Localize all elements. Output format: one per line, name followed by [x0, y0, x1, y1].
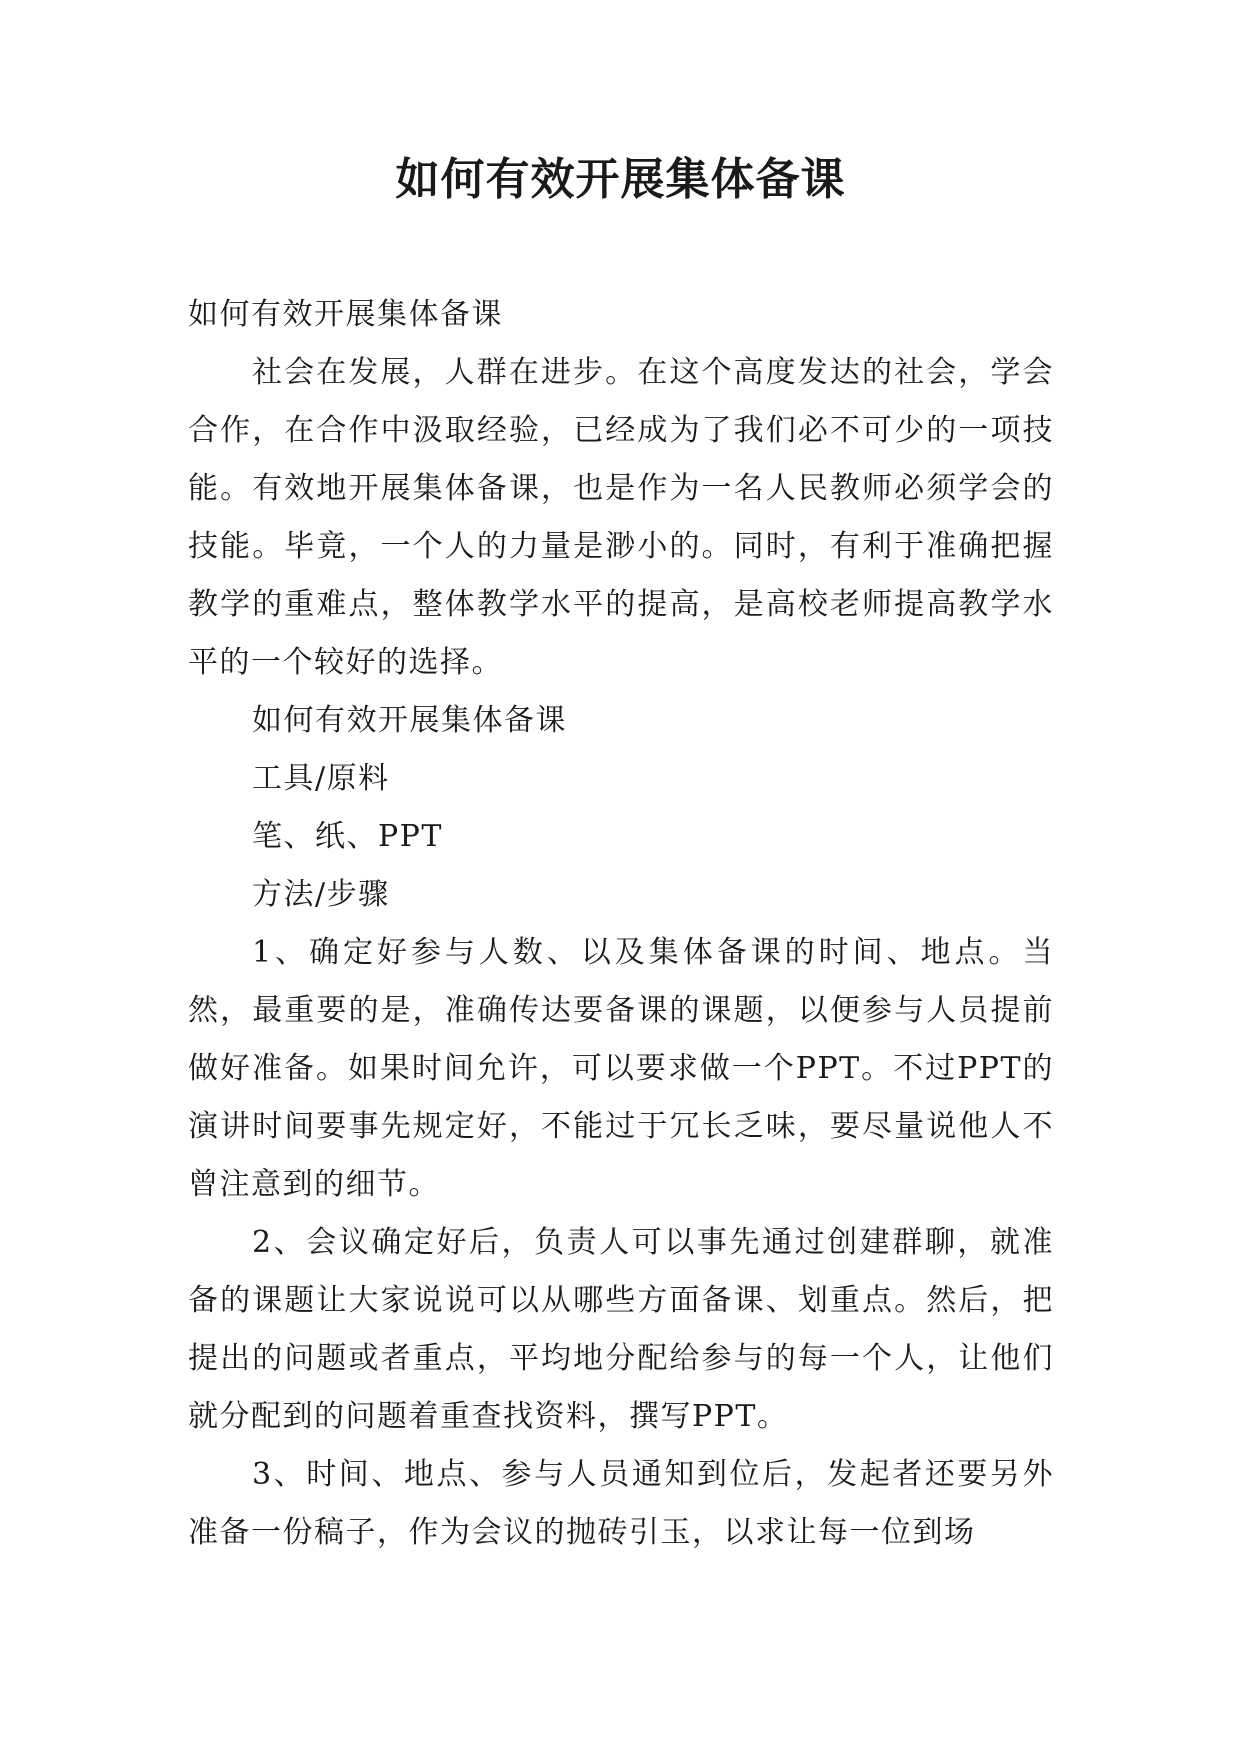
paragraph-subtitle: 如何有效开展集体备课 — [188, 297, 503, 332]
paragraph-step-1: 1、确定好参与人数、以及集体备课的时间、地点。当然，最重要的是，准确传达要备课的课题，以便参与人员提前做好准备。如果时间允许，可以要求做一个PPT。不过PPT的演讲时间要事先规定好，不能过于冗长乏味，要尽量说他人不曾注意到的细节。 — [188, 935, 1054, 1202]
paragraph-tools: 笔、纸、PPT — [252, 819, 443, 854]
paragraph-intro: 社会在发展，人群在进步。在这个高度发达的社会，学会合作，在合作中汲取经验，已经成为了我们必不可少的一项技能。有效地开展集体备课，也是作为一名人民教师必须学会的技能。毕竟，一个人的力量是渺小的。同时，有利于准确把握教学的重难点，整体教学水平的提高，是高校老师提高教学水平的一个较好的选择。 — [188, 355, 1054, 680]
paragraph-steps-heading: 方法/步骤 — [252, 877, 390, 912]
paragraph-heading: 如何有效开展集体备课 — [252, 703, 567, 738]
document-title: 如何有效开展集体备课 — [395, 154, 846, 205]
document-body — [188, 286, 1054, 1562]
paragraph-step-3: 3、时间、地点、参与人员通知到位后，发起者还要另外准备一份稿子，作为会议的抛砖引玉，以求让每一位到场 — [188, 1457, 1054, 1550]
paragraph-step-2: 2、会议确定好后，负责人可以事先通过创建群聊，就准备的课题让大家说说可以从哪些方面备课、划重点。然后，把提出的问题或者重点，平均地分配给参与的每一个人，让他们就分配到的问题着重查找资料，撰写PPT。 — [188, 1225, 1054, 1434]
paragraph-tools-heading: 工具/原料 — [252, 761, 390, 796]
